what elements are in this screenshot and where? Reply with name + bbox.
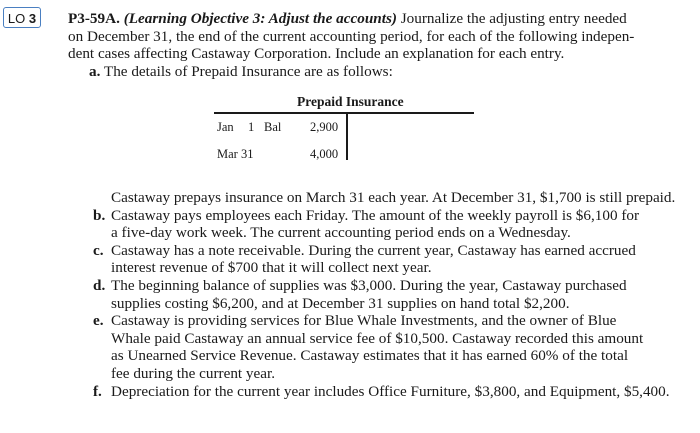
learning-objective-badge bbox=[3, 7, 41, 28]
t-row-1-day: 1 bbox=[248, 120, 255, 134]
intro-line-2: on December 31, the end of the current accounting period, for each of the following indepen- bbox=[68, 27, 635, 45]
item-a-continuation: Castaway prepays insurance on March 31 each year. At December 31, $1,700 is still prepaid. bbox=[111, 189, 676, 206]
problem-intro bbox=[68, 10, 678, 63]
badge-number: 3 bbox=[28, 11, 37, 26]
list-item bbox=[93, 383, 683, 401]
t-row-2-month: Mar 31 bbox=[217, 147, 254, 161]
item-a-text: The details of Prepaid Insurance are as follows: bbox=[103, 63, 393, 80]
item-text: supplies costing $6,200, and at December 31 supplies on hand total $2,200. bbox=[111, 294, 570, 312]
item-text: Castaway is providing services for Blue Whale Investments, and the owner of Blue bbox=[111, 312, 617, 330]
list-item bbox=[93, 242, 683, 277]
intro-line-1 bbox=[68, 10, 678, 28]
item-label: e. bbox=[93, 312, 104, 330]
item-text: as Unearned Service Revenue. Castaway estimates that it has earned 60% of the total bbox=[111, 347, 629, 365]
item-a-label: a. bbox=[89, 63, 101, 80]
item-text: Depreciation for the current year includes Office Furniture, $3,800, and Equipment, $5,400. bbox=[111, 382, 670, 400]
learning-objective: (Learning Objective 3: Adjust the accounts) bbox=[123, 10, 397, 27]
list-item bbox=[93, 277, 683, 312]
t-row-1-month: Jan bbox=[217, 120, 234, 134]
item-label: b. bbox=[93, 206, 106, 224]
item-a bbox=[89, 63, 393, 81]
t-account-title: Prepaid Insurance bbox=[297, 94, 404, 109]
intro-line-3: dent cases affecting Castaway Corporation. Include an explanation for each entry. bbox=[68, 45, 565, 63]
item-label: d. bbox=[93, 276, 106, 294]
t-account-vertical-rule bbox=[346, 112, 348, 160]
list-item bbox=[93, 312, 683, 382]
item-text: Whale paid Castaway an annual service fee of $10,500. Castaway recorded this amount bbox=[111, 329, 644, 347]
item-label: f. bbox=[93, 382, 102, 400]
t-row-1-amount: 2,900 bbox=[310, 120, 339, 134]
item-text: interest revenue of $700 that it will collect next year. bbox=[111, 259, 432, 277]
list-item bbox=[93, 189, 683, 207]
item-label: c. bbox=[93, 241, 104, 259]
t-row-2-amount: 4,000 bbox=[310, 147, 339, 161]
item-text: a five-day work week. The current accounting period ends on a Wednesday. bbox=[111, 224, 571, 242]
item-text: fee during the current year. bbox=[111, 364, 276, 382]
list-item bbox=[93, 207, 683, 242]
intro-text-1: Journalize the adjusting entry needed bbox=[400, 10, 627, 27]
problem-number: P3-59A. bbox=[68, 10, 120, 27]
item-text: Castaway pays employees each Friday. The amount of the weekly payroll is $6,100 for bbox=[111, 206, 640, 224]
item-text: Castaway has a note receivable. During the current year, Castaway has earned accrued bbox=[111, 241, 636, 259]
t-account-horizontal-rule bbox=[214, 112, 474, 114]
adjustment-items-list bbox=[93, 189, 683, 400]
item-text: The beginning balance of supplies was $3,000. During the year, Castaway purchased bbox=[111, 276, 627, 294]
t-row-1-note: Bal bbox=[264, 120, 282, 134]
badge-prefix: LO bbox=[7, 11, 26, 26]
